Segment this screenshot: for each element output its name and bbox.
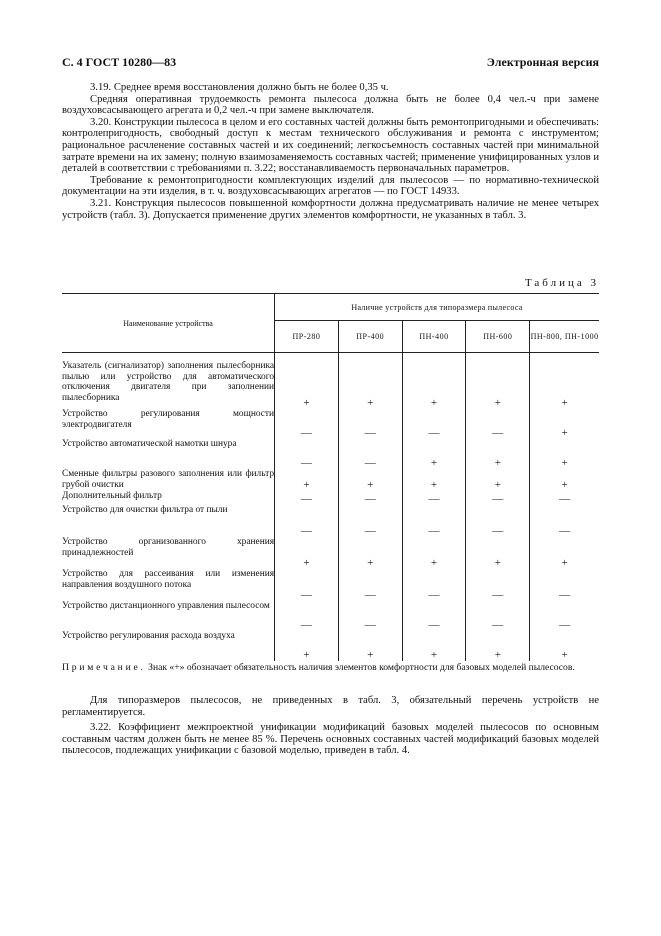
col-header-type: ПН-600	[466, 321, 530, 353]
availability-cell: +	[561, 479, 568, 491]
table-row	[62, 491, 599, 505]
availability-cell: —	[275, 601, 339, 631]
availability-cell: —	[402, 491, 466, 505]
paragraph-3-21: 3.21. Конструкция пылесосов повышенной комфортности должна предусматривать наличие не менее четырех устройств (табл. 3). Допускается применение других элементов комфортности, не указанных в табл. 3.	[62, 197, 599, 221]
table-row	[62, 469, 599, 491]
availability-cell: —	[466, 491, 530, 505]
availability-cell: +	[338, 361, 402, 409]
availability-cell: +	[402, 537, 466, 569]
availability-cell: —	[338, 569, 402, 601]
paragraph-3-19: 3.19. Среднее время восстановления должно быть не более 0,35 ч.	[90, 82, 389, 93]
device-name: Устройство регулирования расхода воздуха	[62, 631, 275, 661]
table-row	[62, 361, 599, 409]
availability-cell: —	[559, 589, 571, 601]
availability-cell: +	[466, 537, 530, 569]
col-header-group: Наличие устройств для типоразмера пылесоса	[275, 294, 599, 321]
device-name: Дополнительный фильтр	[62, 491, 275, 505]
table-row	[62, 601, 599, 631]
availability-cell: —	[338, 439, 402, 469]
device-name: Устройство для рассеивания или изменения направления воздушного потока	[62, 569, 275, 601]
page-header-right: Электронная версия	[486, 55, 599, 69]
body-bottom	[62, 695, 599, 761]
table-row	[62, 505, 599, 537]
device-name: Устройство регулирования мощности электродвигателя	[62, 409, 275, 439]
device-name: Устройство дистанционного управления пылесосом	[62, 601, 275, 631]
availability-cell: —	[275, 409, 339, 439]
availability-cell: +	[338, 631, 402, 661]
availability-cell: +	[561, 649, 568, 661]
col-header-name: Наименование устройства	[62, 294, 275, 353]
availability-cell: —	[559, 619, 571, 631]
availability-cell: +	[466, 361, 530, 409]
availability-cell: —	[338, 491, 402, 505]
availability-cell: +	[402, 361, 466, 409]
availability-cell: +	[561, 457, 568, 469]
availability-cell: +	[275, 469, 339, 491]
availability-cell: —	[402, 569, 466, 601]
availability-cell: —	[466, 409, 530, 439]
availability-cell: —	[402, 409, 466, 439]
availability-cell: +	[466, 469, 530, 491]
table-row	[62, 537, 599, 569]
device-name: Устройство для очистки фильтра от пыли	[62, 505, 275, 537]
availability-cell: —	[466, 601, 530, 631]
device-name: Устройство организованного хранения принадлежностей	[62, 537, 275, 569]
paragraph-3-20: 3.20. Конструкции пылесоса в целом и его составных частей должны быть ремонтопригодными и обеспечивать: контролепригодность, свободный доступ к местам технического обслуживания и ремонта с инструментом; рациональное расчленение составных частей и их соединений; легкосъемность составных частей при минимальной затрате времени на их замену; полную взаимозаменяемость составных частей; применение унифицированных узлов и деталей в соответствии с требованиями п. 3.22; восстанавливаемость первоначальных параметров.	[62, 116, 599, 175]
body-top	[62, 82, 599, 221]
table-row	[62, 439, 599, 469]
paragraph-other-sizes: Для типоразмеров пылесосов, не приведенных в табл. 3, обязательный перечень устройств не регламентируется.	[62, 695, 599, 718]
device-name: Устройство автоматической намотки шнура	[62, 439, 275, 469]
paragraph-3-22: 3.22. Коэффициент межпроектной унификации модификаций базовых моделей пылесосов по основным составным частям должен быть не менее 85 %. Перечень основных составных частей модификаций базовых моделей пылесосов, подлежащих унификации с базовой моделью, приведен в табл. 4.	[62, 722, 599, 757]
availability-cell: +	[561, 427, 568, 439]
paragraph-components: Требование к ремонтопригодности комплектующих изделий для пылесосов — по нормативно-технической документации на эти изделия, в т. ч. воздуховсасывающих агрегатов — по ГОСТ 14933.	[62, 174, 599, 198]
availability-cell: +	[402, 439, 466, 469]
table-row	[62, 409, 599, 439]
availability-cell: —	[402, 601, 466, 631]
availability-cell: —	[402, 505, 466, 537]
page-header-left: С. 4 ГОСТ 10280—83	[62, 55, 177, 69]
col-header-type: ПР-400	[338, 321, 402, 353]
device-name: Сменные фильтры разового заполнения или фильтр грубой очистки	[62, 469, 275, 490]
availability-cell: —	[275, 439, 339, 469]
availability-cell: +	[402, 631, 466, 661]
availability-cell: —	[338, 505, 402, 537]
note-label: Примечание.	[62, 662, 146, 673]
comfort-devices-table	[62, 293, 599, 661]
availability-cell: —	[559, 525, 571, 537]
table-caption: Таблица 3	[524, 277, 599, 289]
paragraph-labor: Средняя оперативная трудоемкость ремонта пылесоса должна быть не более 0,4 чел.-ч при замене воздуховсасывающего агрегата и 0,2 чел.-ч при замене выключателя.	[62, 93, 599, 117]
availability-cell: +	[466, 439, 530, 469]
availability-cell: +	[338, 537, 402, 569]
col-header-type: ПН-800, ПН-1000	[530, 321, 599, 353]
availability-cell: +	[275, 361, 339, 409]
availability-cell: +	[561, 557, 568, 569]
availability-cell: —	[275, 505, 339, 537]
availability-cell: —	[559, 493, 571, 505]
availability-cell: +	[275, 537, 339, 569]
availability-cell: —	[466, 505, 530, 537]
device-name: Указатель (сигнализатор) заполнения пылесборника пылью или устройство для автоматического отключения двигателя при заполнении пылесборника	[62, 361, 275, 409]
table-row	[62, 569, 599, 601]
availability-cell: +	[466, 631, 530, 661]
availability-cell: +	[275, 631, 339, 661]
availability-cell: —	[338, 601, 402, 631]
availability-cell: —	[275, 491, 339, 505]
availability-cell: —	[338, 409, 402, 439]
table-note	[62, 662, 599, 674]
availability-cell: +	[561, 397, 568, 409]
note-text: Знак «+» обозначает обязательность наличия элементов комфортности для базовых моделей пылесосов.	[145, 662, 575, 673]
col-header-type: ПР-280	[275, 321, 339, 353]
table-row	[62, 631, 599, 661]
availability-cell: +	[402, 469, 466, 491]
availability-cell: +	[338, 469, 402, 491]
availability-cell: —	[466, 569, 530, 601]
availability-cell: —	[275, 569, 339, 601]
col-header-type: ПН-400	[402, 321, 466, 353]
table-body	[62, 353, 599, 662]
